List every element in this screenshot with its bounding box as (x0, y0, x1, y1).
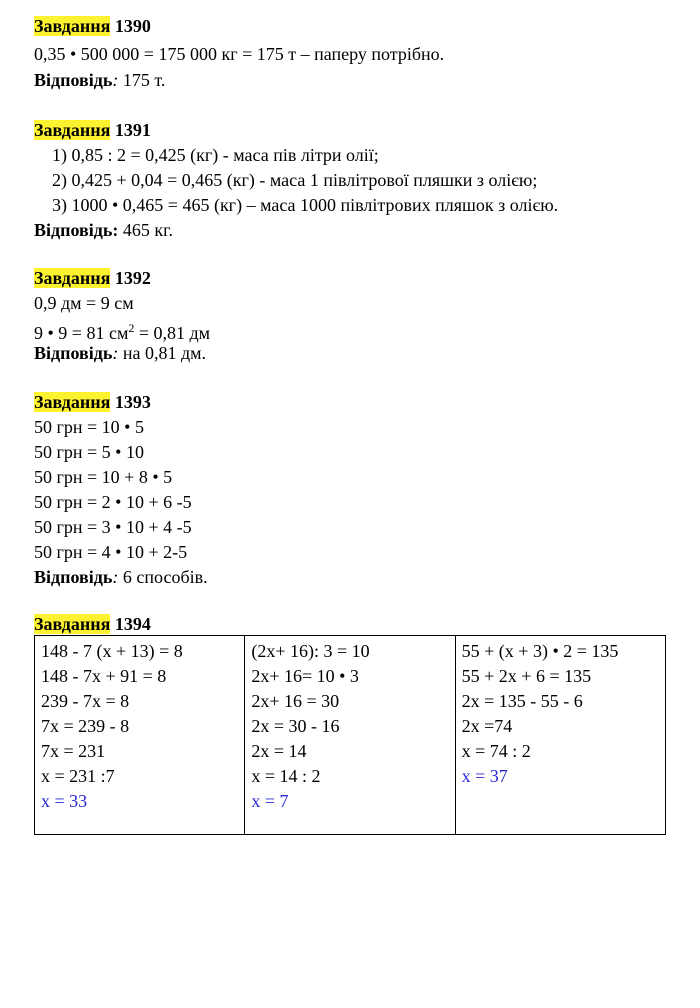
task-1391-title (34, 118, 151, 142)
task-1392-line: 0,9 дм = 9 см (34, 293, 134, 313)
task-1391-step: 2) 0,425 + 0,04 = 0,465 (кг) - маса 1 півлітрової пляшки з олією; (52, 170, 538, 190)
answer-label: Відповідь (34, 70, 113, 90)
answer-label: Відповідь (34, 567, 113, 587)
equation-line: 2x = 30 - 16 (251, 716, 340, 736)
task-number: 1391 (110, 120, 151, 140)
equation-line: 7x = 231 (41, 741, 106, 761)
answer-colon: : (112, 567, 119, 587)
task-1390-answer (34, 68, 165, 92)
equation-result: x = 33 (41, 791, 88, 811)
solution-column-3 (455, 636, 665, 835)
equation-line: 2x = 14 (251, 741, 307, 761)
equation-line: 2x+ 16 = 30 (251, 691, 340, 711)
equation-line: (2x+ 16): 3 = 10 (251, 641, 370, 661)
task-label-highlight: Завдання (34, 16, 111, 36)
task-number: 1392 (110, 268, 151, 288)
task-label-highlight: Завдання (34, 392, 111, 412)
answer-value: 6 способів. (118, 567, 208, 587)
equation-line: 55 + (x + 3) • 2 = 135 (461, 641, 619, 661)
equation-line: x = 14 : 2 (251, 766, 321, 786)
task-1392-title (34, 266, 151, 290)
answer-value: 175 т. (118, 70, 166, 90)
answer-label: Відповідь: (34, 220, 119, 240)
superscript: 2 (128, 321, 135, 335)
task-1391-step: 3) 1000 • 0,465 = 465 (кг) – маса 1000 півлітрових пляшок з олією. (52, 195, 559, 215)
answer-value: на 0,81 дм. (118, 343, 207, 363)
answer-label: Відповідь (34, 343, 113, 363)
task-1391-step: 1) 0,85 : 2 = 0,425 (кг) - маса пів літри олії; (52, 145, 379, 165)
task-1394-title (34, 612, 151, 636)
equation-line: 55 + 2x + 6 = 135 (461, 666, 592, 686)
answer-colon: : (112, 70, 119, 90)
task-1393-line: 50 грн = 5 • 10 (34, 442, 144, 462)
equation-result: x = 7 (251, 791, 289, 811)
task-1392-answer (34, 341, 206, 365)
task-number: 1393 (110, 392, 151, 412)
solution-column-2 (245, 636, 455, 835)
task-1393-line: 50 грн = 10 • 5 (34, 417, 144, 437)
answer-colon: : (112, 343, 119, 363)
equation-part: = 0,81 дм (134, 323, 211, 343)
task-label-highlight: Завдання (34, 614, 111, 634)
equation-line: 2x =74 (461, 716, 513, 736)
equation-part: 9 • 9 = 81 см (34, 323, 129, 343)
equation-line: x = 74 : 2 (461, 741, 531, 761)
task-1393-line: 50 грн = 10 + 8 • 5 (34, 467, 173, 487)
task-1393-line: 50 грн = 2 • 10 + 6 -5 (34, 492, 192, 512)
equation-line: x = 231 :7 (41, 766, 115, 786)
solutions-table (34, 635, 666, 835)
task-1393-line: 50 грн = 3 • 10 + 4 -5 (34, 517, 192, 537)
equation-line: 2x+ 16= 10 • 3 (251, 666, 359, 686)
task-number: 1390 (110, 16, 151, 36)
task-1393-line: 50 грн = 4 • 10 + 2-5 (34, 542, 188, 562)
equation-line: 148 - 7 (x + 13) = 8 (41, 641, 183, 661)
task-number: 1394 (110, 614, 151, 634)
answer-value: 465 кг. (118, 220, 173, 240)
equation-result: x = 37 (461, 766, 508, 786)
equation-line: 7x = 239 - 8 (41, 716, 130, 736)
task-1393-title (34, 390, 151, 414)
task-1393-answer (34, 565, 208, 589)
task-label-highlight: Завдання (34, 268, 111, 288)
task-1390-line: 0,35 • 500 000 = 175 000 кг = 175 т – паперу потрібно. (34, 44, 445, 64)
task-label-highlight: Завдання (34, 120, 111, 140)
solution-column-1 (35, 636, 245, 835)
equation-line: 239 - 7x = 8 (41, 691, 130, 711)
equation-line: 148 - 7x + 91 = 8 (41, 666, 167, 686)
task-1391-answer (34, 218, 173, 242)
equation-line: 2x = 135 - 55 - 6 (461, 691, 583, 711)
task-1390-title (34, 14, 151, 38)
table-row (35, 636, 666, 835)
